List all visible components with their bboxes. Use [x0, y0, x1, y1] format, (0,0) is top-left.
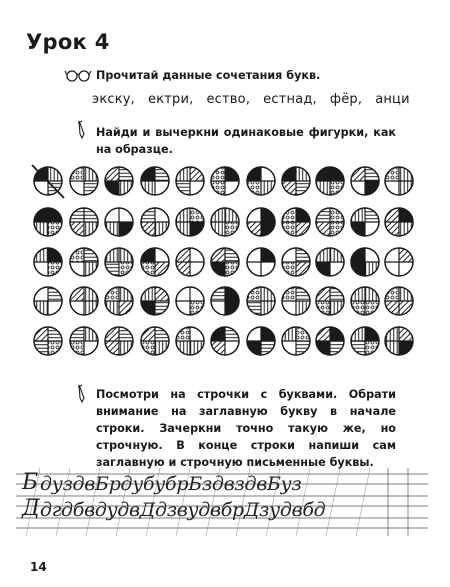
- figure-circle: [282, 327, 310, 355]
- figure-circle: [176, 208, 204, 236]
- figure-circle: [351, 287, 379, 315]
- figure-circle: [105, 327, 133, 355]
- figure-circle: [247, 327, 275, 355]
- figure-circle: [247, 208, 275, 236]
- figure-circle: [176, 167, 204, 195]
- syllable: экску,: [92, 92, 136, 107]
- figure-circle: [70, 167, 98, 195]
- figure-circle: [141, 327, 169, 355]
- figure-circle: [247, 248, 275, 276]
- figure-circle: [70, 208, 98, 236]
- script-capital: Б: [22, 470, 39, 495]
- figure-circle: [34, 208, 62, 236]
- pencil-icon: [76, 384, 88, 404]
- figure-circle: [247, 167, 275, 195]
- figure-circle: [351, 248, 379, 276]
- syllable: анци: [375, 92, 410, 107]
- figure-circle: [141, 287, 169, 315]
- handwriting-practice: [16, 468, 428, 536]
- figure-circle: [141, 248, 169, 276]
- figure-circle: [351, 167, 379, 195]
- page-number: 14: [30, 560, 47, 574]
- figure-circle: [105, 167, 133, 195]
- task3-instruction: Посмотри на строчки с буквами. Обрати внимание на заглавную букву в начале строки. Зачеркни точно такую же, но строчную. В конце строки напиши сам заглавную и строчную письменные буквы.: [96, 388, 396, 469]
- figure-circle: [385, 327, 413, 355]
- figure-circle: [385, 287, 413, 315]
- figure-circle: [316, 327, 344, 355]
- figure-circle: [282, 208, 310, 236]
- figure-circle: [211, 248, 239, 276]
- syllable: ество,: [206, 92, 251, 107]
- figure-circle: [70, 248, 98, 276]
- figure-circle: [176, 287, 204, 315]
- task2-instruction: Найди и вычеркни одинаковые фигурки, как на образце.: [96, 126, 396, 156]
- syllable: естнад,: [263, 92, 317, 107]
- figure-circle: [176, 327, 204, 355]
- figure-circle: [211, 327, 239, 355]
- figure-circle: [176, 248, 204, 276]
- figure-circle: [141, 208, 169, 236]
- figure-circle: [105, 287, 133, 315]
- figure-circle: [282, 248, 310, 276]
- figure-circle: [211, 287, 239, 315]
- script-line: дуздвБрдубубрБздвздвБуз: [40, 473, 302, 495]
- figure-circle: [141, 167, 169, 195]
- script-line: дгдбвдудвДдзвудвбрДзудвбд: [40, 499, 326, 521]
- figure-circle: [211, 208, 239, 236]
- figure-circle: [282, 167, 310, 195]
- figure-circle: [385, 248, 413, 276]
- syllable: фёр,: [329, 92, 363, 107]
- lesson-title: Урок 4: [26, 30, 110, 54]
- figure-circle: [351, 327, 379, 355]
- figure-circle: [105, 208, 133, 236]
- script-capital: Д: [22, 496, 40, 521]
- figure-circle: [351, 208, 379, 236]
- figure-circle: [34, 327, 62, 355]
- figure-circle: [316, 167, 344, 195]
- figure-circle: [247, 287, 275, 315]
- figure-circle: [105, 248, 133, 276]
- figure-circle: [34, 248, 62, 276]
- figure-circle: [385, 167, 413, 195]
- figure-circle: [316, 287, 344, 315]
- figure-circle: [211, 167, 239, 195]
- figure-circle: [316, 208, 344, 236]
- figure-circle: [282, 287, 310, 315]
- figure-circle: [70, 327, 98, 355]
- figure-circle: [316, 248, 344, 276]
- figure-circle: [70, 287, 98, 315]
- figure-circle: [385, 208, 413, 236]
- task1-instruction: Прочитай данные сочетания букв.: [96, 69, 321, 82]
- figure-circle: [34, 287, 62, 315]
- syllable: ектри,: [148, 92, 194, 107]
